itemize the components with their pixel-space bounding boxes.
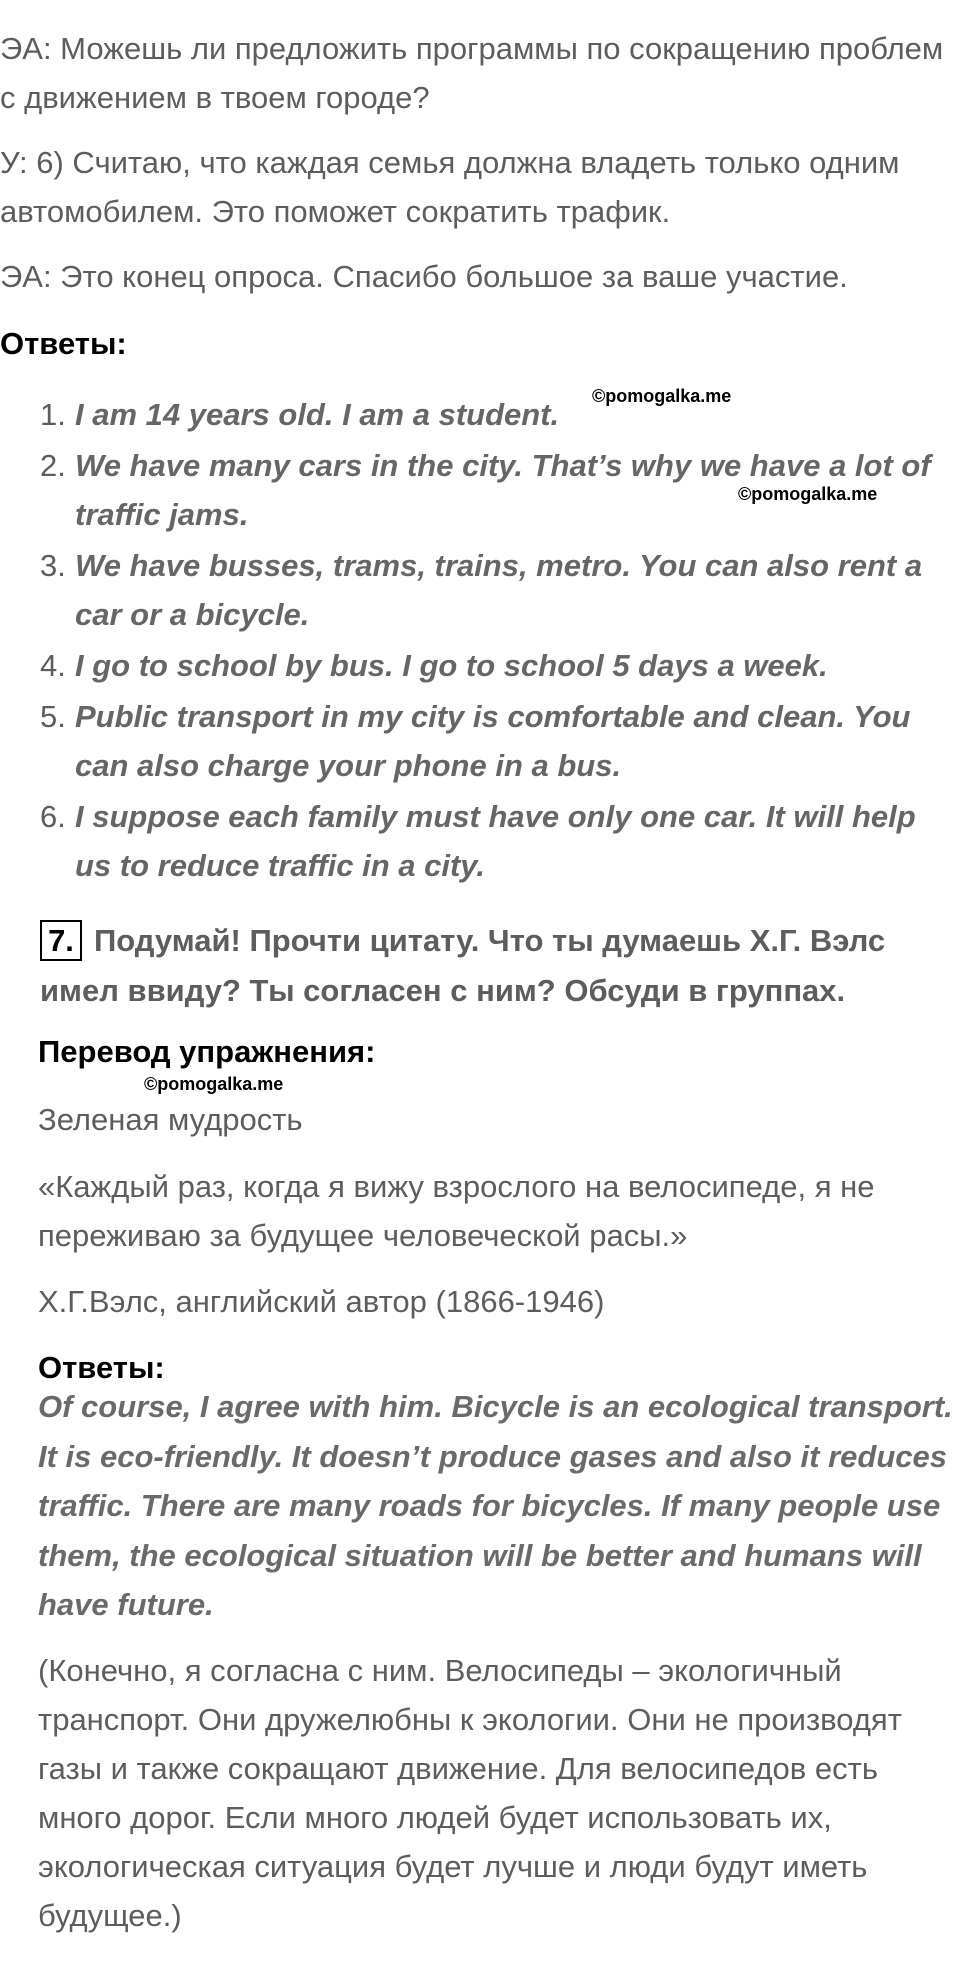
list-item-number: 4. [40, 648, 66, 683]
answers-heading: Ответы: [0, 326, 127, 361]
translation-heading: Перевод упражнения: [38, 1034, 376, 1069]
dialogue-line-answer: У: 6) Считаю, что каждая семья должна владеть только одним автомобилем. Это поможет сократить трафик. [0, 145, 900, 229]
list-item-number: 6. [40, 799, 66, 834]
essay-answer: Of course, I agree with him. Bicycle is an ecological transport. It is eco-friendly. It doesn’t produce gases and also it reduces traffic. There are many roads for bicycles. If many people use them, the ecological situation will be better and humans will have future. [38, 1389, 953, 1622]
watermark: ©pomogalka.me [738, 484, 878, 504]
list-item-number: 1. [40, 397, 66, 432]
list-item-text: I suppose each family must have only one car. It will help us to reduce traffic in a city. [75, 799, 916, 883]
list-item [40, 641, 960, 690]
list-item-text: We have many cars in the city. That’s why we have a lot of traffic jams. [75, 448, 931, 532]
list-item-text: Public transport in my city is comfortable and clean. You can also charge your phone in a bus. [75, 699, 911, 783]
watermark: ©pomogalka.me [592, 386, 732, 406]
dialogue-line-question: ЭА: Можешь ли предложить программы по сокращению проблем с движением в твоем городе? [0, 31, 944, 115]
watermark: ©pomogalka.me [144, 1074, 284, 1094]
list-item-text: We have busses, trams, trains, metro. You can also rent a car or a bicycle. [75, 548, 923, 632]
list-item-text: I go to school by bus. I go to school 5 days a week. [75, 648, 828, 683]
list-item-number: 2. [40, 448, 66, 483]
list-item [40, 692, 960, 790]
list-item [40, 792, 960, 890]
task-text: Подумай! Прочти цитату. Что ты думаешь Х.Г. Вэлс имел ввиду? Ты согласен с ним? Обсуди в группах. [40, 923, 886, 1008]
quote-author: Х.Г.Вэлс, английский автор (1866-1946) [38, 1284, 605, 1319]
answers-list [40, 390, 960, 892]
list-item-number: 3. [40, 548, 66, 583]
list-item [40, 541, 960, 639]
list-item-text: I am 14 years old. I am a student. [75, 397, 560, 432]
list-item [40, 390, 960, 439]
answers2-heading: Ответы: [38, 1350, 165, 1385]
list-item-number: 5. [40, 699, 66, 734]
essay-translation: (Конечно, я согласна с ним. Велосипеды – экологичный транспорт. Они дружелюбны к экологии. Они не производят газы и также сокращают движение. Для велосипедов есть много дорог. Если много людей будет использовать их, экологическая ситуация будет лучше и люди будут иметь будущее.) [38, 1653, 902, 1933]
quote-title: Зеленая мудрость [38, 1102, 303, 1137]
task-number-box: 7. [40, 920, 82, 961]
quote-text: «Каждый раз, когда я вижу взрослого на велосипеде, я не переживаю за будущее человеческой расы.» [38, 1169, 875, 1253]
task-7 [40, 916, 940, 1016]
dialogue-line-closing: ЭА: Это конец опроса. Спасибо большое за ваше участие. [0, 259, 848, 294]
